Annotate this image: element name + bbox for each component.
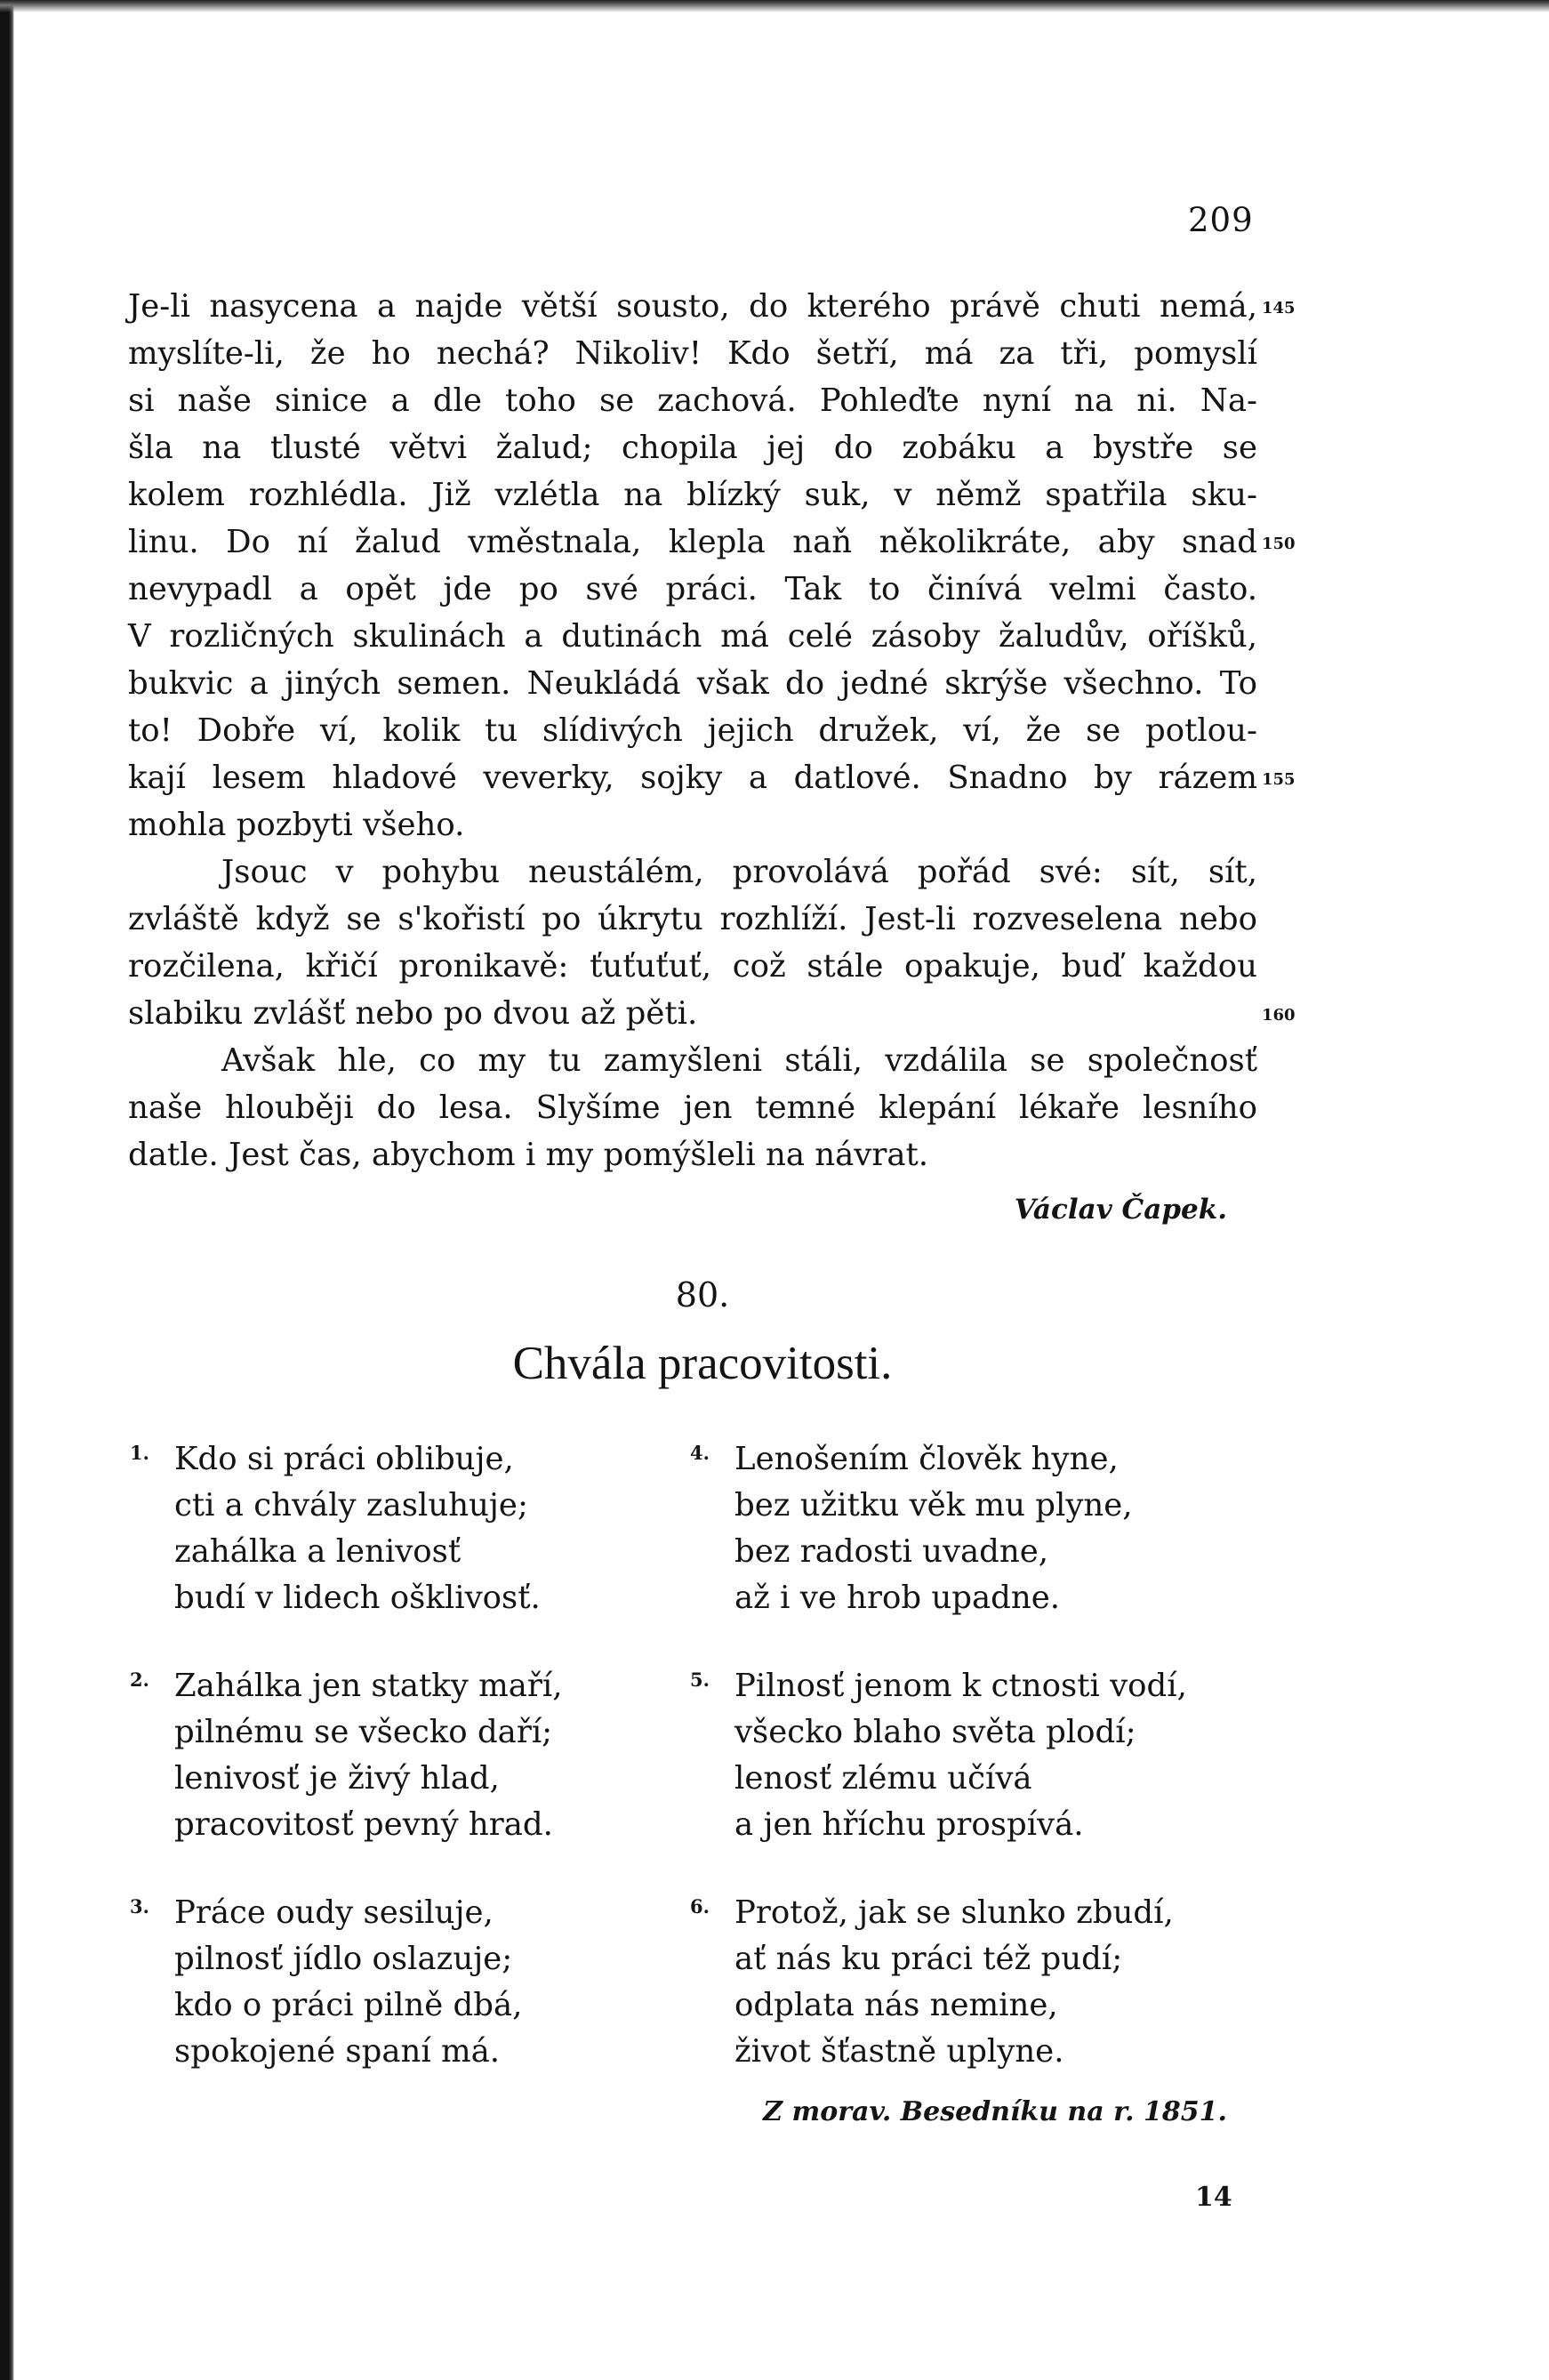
prose-line-text: linu. Do ní žalud vměstnala, klepla naň několikráte, aby snad xyxy=(128,524,1257,560)
prose-line xyxy=(128,330,1257,377)
verse-line: lenosť zlému učívá xyxy=(734,1760,1032,1797)
prose-line xyxy=(128,377,1257,424)
prose-line xyxy=(128,519,1296,566)
verse-line: a jen hříchu prospívá. xyxy=(734,1806,1084,1843)
prose-line-text: Avšak hle, co my tu zamyšleni stáli, vzdálila se společnosť xyxy=(221,1042,1257,1079)
verse-line: život šťastně uplyne. xyxy=(734,2033,1064,2070)
prose-line-text: myslíte-li, že ho nechá? Nikoliv! Kdo šetří, má za tři, pomyslí xyxy=(128,335,1257,372)
prose-line-text: datle. Jest čas, abychom i my pomýšleli na návrat. xyxy=(128,1137,929,1173)
prose-line-text: rozčilena, křičí pronikavě: ťuťuťuť, což stále opakuje, buď každou xyxy=(128,948,1257,985)
verse-line: bez užitku věk mu plyne, xyxy=(734,1487,1133,1524)
stanza xyxy=(130,1436,726,1621)
verse-line: pilnosť jídlo oslazuje; xyxy=(174,1941,513,1977)
prose-section xyxy=(128,283,1296,1178)
verse-line: Protož, jak se slunko zbudí, xyxy=(734,1894,1174,1931)
verse-line: Lenošením člověk hyne, xyxy=(734,1441,1119,1477)
author-signature: Václav Čapek. xyxy=(1014,1194,1227,1226)
stanza xyxy=(690,1663,1286,1848)
verse-line: odplata nás nemine, xyxy=(734,1987,1058,2023)
verse-line: ať nás ku práci též pudí; xyxy=(734,1941,1123,1977)
prose-line xyxy=(128,990,1296,1037)
stanza-number: 6. xyxy=(690,1895,710,1918)
line-number: 155 xyxy=(1262,770,1296,789)
verse-line: pracovitosť pevný hrad. xyxy=(174,1806,553,1843)
prose-line-text: šla na tlusté větvi žalud; chopila jej do zobáku a bystře se xyxy=(128,430,1257,466)
stanza xyxy=(130,1663,726,1848)
line-number: 145 xyxy=(1262,299,1296,318)
prose-line-text: naše hlouběji do lesa. Slyšíme jen temné klepání lékaře lesního xyxy=(128,1089,1257,1126)
prose-line-text: mohla pozbyti všeho. xyxy=(128,807,465,843)
poem-column-right xyxy=(690,1436,1286,2117)
prose-line xyxy=(128,801,1257,848)
prose-line-text: kají lesem hladové veverky, sojky a datlové. Snadno by rázem xyxy=(128,760,1257,796)
prose-line xyxy=(128,943,1257,990)
line-number: 160 xyxy=(1262,1006,1296,1025)
verse-line: budí v lidech ošklivosť. xyxy=(174,1580,541,1616)
verse-line: všecko blaho světa plodí; xyxy=(734,1714,1136,1750)
prose-line xyxy=(128,566,1257,613)
line-number: 150 xyxy=(1262,535,1296,553)
prose-line xyxy=(128,613,1257,660)
prose-line-text: slabiku zvlášť nebo po dvou až pěti. xyxy=(128,995,698,1032)
stanza-number: 3. xyxy=(130,1895,149,1918)
prose-line-text: kolem rozhlédla. Již vzlétla na blízký suk, v němž spatřila sku- xyxy=(128,477,1257,513)
prose-line-text: zvláště když se s'kořistí po úkrytu rozhlíží. Jest-li rozveselena nebo xyxy=(128,901,1257,937)
prose-line xyxy=(128,660,1257,707)
poem-title: Chvála pracovitosti. xyxy=(512,1338,893,1389)
verse-line: spokojené spaní má. xyxy=(174,2033,501,2070)
stanza-number: 4. xyxy=(690,1442,710,1464)
stanza xyxy=(690,1436,1286,1621)
page-top-shadow xyxy=(0,0,1549,12)
prose-line xyxy=(128,754,1296,801)
verse-line: bez radosti uvadne, xyxy=(734,1533,1049,1570)
prose-line-text: Jsouc v pohybu neustálém, provolává pořád své: sít, sít, xyxy=(221,854,1257,890)
verse-line: cti a chvály zasluhuje; xyxy=(174,1487,528,1524)
prose-line xyxy=(128,283,1296,330)
prose-line-text: V rozličných skulinách a dutinách má celé zásoby žaludův, oříšků, xyxy=(128,618,1257,655)
page-edge-shadow xyxy=(0,0,14,2380)
stanza-number: 5. xyxy=(690,1668,710,1691)
sheet-signature-mark: 14 xyxy=(1195,2182,1232,2213)
stanza xyxy=(690,1890,1286,2075)
verse-line: pilnému se všecko daří; xyxy=(174,1714,553,1750)
prose-line-text: si naše sinice a dle toho se zachová. Pohleďte nyní na ni. Na- xyxy=(128,382,1257,419)
page-number: 209 xyxy=(1188,201,1254,239)
prose-line xyxy=(128,896,1257,943)
verse-line: Práce oudy sesiluje, xyxy=(174,1894,494,1931)
prose-line xyxy=(128,848,1257,896)
prose-line xyxy=(128,471,1257,519)
stanza xyxy=(130,1890,726,2075)
prose-line-text: Je-li nasycena a najde větší sousto, do kterého právě chuti nemá, xyxy=(128,288,1257,325)
prose-line xyxy=(128,1084,1257,1131)
prose-line xyxy=(128,1037,1257,1084)
poem-column-left xyxy=(130,1436,726,2117)
prose-line-text: to! Dobře ví, kolik tu slídivých jejich družek, ví, že se potlou- xyxy=(128,712,1257,749)
prose-line xyxy=(128,707,1257,754)
prose-line-text: nevypadl a opět jde po své práci. Tak to činívá velmi často. xyxy=(128,571,1257,607)
verse-line: až i ve hrob upadne. xyxy=(734,1580,1060,1616)
verse-line: lenivosť je živý hlad, xyxy=(174,1760,500,1797)
verse-line: Zahálka jen statky maří, xyxy=(174,1668,563,1704)
poem-number: 80. xyxy=(675,1275,730,1315)
prose-line-text: bukvic a jiných semen. Neukládá však do jedné skrýše všechno. To xyxy=(128,665,1257,702)
stanza-number: 2. xyxy=(130,1668,149,1691)
prose-line xyxy=(128,1131,1257,1178)
verse-line: zahálka a lenivosť xyxy=(174,1533,461,1570)
verse-line: Pilnosť jenom k ctnosti vodí, xyxy=(734,1668,1187,1704)
verse-line: kdo o práci pilně dbá, xyxy=(174,1987,523,2023)
verse-line: Kdo si práci oblibuje, xyxy=(174,1441,514,1477)
prose-line xyxy=(128,424,1257,471)
stanza-number: 1. xyxy=(130,1442,149,1464)
poem-source: Z morav. Besedníku na r. 1851. xyxy=(763,2096,1227,2127)
